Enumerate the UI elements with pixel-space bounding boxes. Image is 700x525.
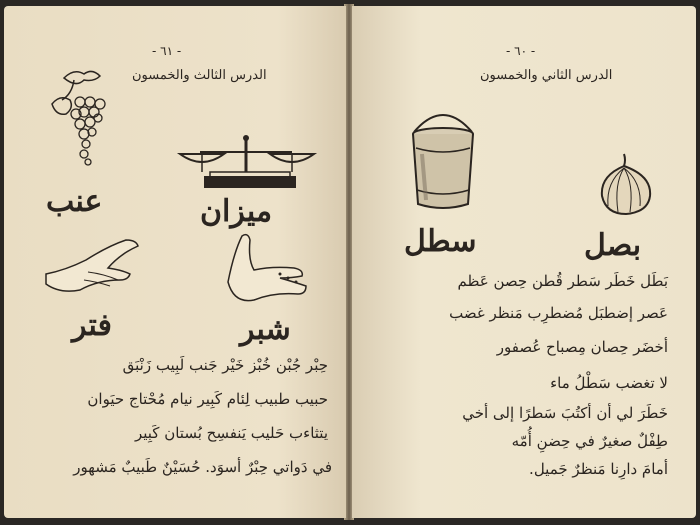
text-line-4: في دَواتي حِبْرٌ أسوَد. حُسَيْنٌ طَبيبٌ مَشهور (73, 458, 332, 476)
text-line-3: يتثاءب حَليب يَنفسِح بُستان كَبِير (134, 424, 328, 442)
word-shibr: شبر (240, 312, 291, 347)
text-line-7: أمامَ دارِنا مَنظرٌ جَميل. (529, 460, 668, 478)
text-line-2: حبيب طبيب لِئام كَبِير نيام مُحْتاج حيَوان (87, 390, 328, 408)
lesson-heading: الدرس الثالث والخمسون (132, 68, 267, 83)
right-page (352, 6, 696, 518)
hand-span-illustration-right (218, 232, 318, 302)
word-basal: بصل (584, 228, 642, 263)
text-line-4: لا تغضب سَطْلُ ماء (550, 374, 668, 392)
text-line-2: عَصر إضطبَل مُضطرِب مَنظر غضب (449, 304, 668, 322)
hand-span-illustration-left (44, 234, 140, 294)
text-line-5: خَطَرَ لي أن أكتُبَ سَطرًا إلى أخي (462, 404, 668, 422)
page-number: - ٦٠ - (506, 44, 536, 58)
bucket-illustration (408, 104, 478, 214)
word-satl: سطل (404, 224, 477, 259)
scale-illustration (176, 132, 316, 190)
word-mizan: ميزان (200, 194, 273, 229)
text-line-1: بَطَل خَطَر سَطر قُطن حِصن عَظم (457, 272, 668, 290)
left-page (4, 6, 346, 518)
grapes-illustration (44, 64, 114, 174)
page-number: - ٦١ - (152, 44, 182, 58)
word-fitr: فتر (72, 308, 112, 343)
text-line-1: حِبْر جُبْن خُبْز خَيْر جَنب لَبِيب زَنْبَق (122, 356, 328, 374)
text-line-3: أخضَر حِصان مِصباح عُصفور (496, 338, 668, 356)
onion-illustration (598, 152, 654, 216)
text-line-6: طِفْلٌ صغيرٌ في حِضنِ أُمّه (511, 432, 668, 450)
word-inab: عنب (46, 184, 103, 219)
lesson-heading: الدرس الثاني والخمسون (480, 68, 613, 83)
